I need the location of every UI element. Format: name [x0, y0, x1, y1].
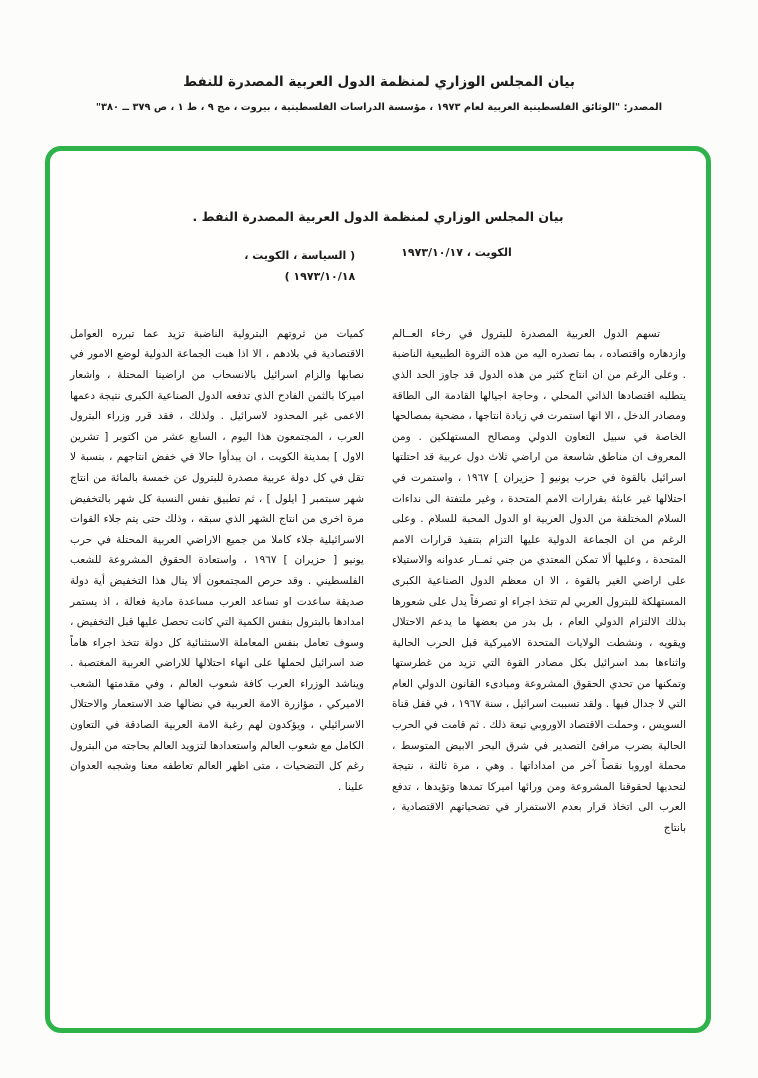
- page-header: [0, 0, 758, 113]
- column-right: تسهم الدول العربية المصدرة للبترول في رخاء العــالم وازدهاره واقتصاده ، بما تصدره اليه من هذه الثروة الطبيعية الناضبة . وعلى الرغم من ان انتاج كثير من هذه الدول قد جاوز الحد الذي يتطلبه اقتصادها الذاتي المحلي ، وحاجة اجيالها القادمة الى الطاقة ومصادر الدخل ، الا انها استمرت في زيادة انتاجها ، مضحية بمصالحها الخاصة في سبيل التعاون الدولي ومصالح المستهلكين . ومن المعروف ان مناطق شاسعة من اراضي ثلاث دول عربية قد احتلتها اسرائيل بالقوة في حرب يونيو [ حزيران ] ١٩٦٧ ، واستمرت في احتلالها غير عابئة بقرارات الامم المتحدة ، وغير ملتفتة الى نداءات السلام المختلفة من الدول العربية او الدول المحبة للسلام . وعلى الرغم من ان الجماعة الدولية عليها التزام بتنفيذ قرارات الامم المتحدة ، وعليها ألا تمكن المعتدي من جني ثمــار عدوانه والاستيلاء على اراضي الغير بالقوة ، الا ان معظم الدول الصناعية الكبرى المستهلكة للبترول العربي لم تتخذ اجراء او تصرفاً يدل على شعورها بذلك الالتزام الدولي العام ، بل بدر من بعضها ما يدعم الاحتلال ويقويه ، ونشطت الولايات المتحدة الاميركية قبل الحرب الحالية واثناءها بمد اسرائيل بكل مصادر القوة التي تزيد من غطرستها وتمكنها من تحدي الحقوق المشروعة ومبادىء القانون الدولي العام التي لا جدال فيها . ولقد تسببت اسرائيل ، سنة ١٩٦٧ ، في قفل قناة السويس ، وحملت الاقتصاد الاوروبي تبعة ذلك . ثم قامت في الحرب الحالية بضرب مرافئ التصدير في شرق البحر الابيض المتوسط ، محملة اوروبا نقصاً آخر من امداداتها . وهي ، مرة ثالثة ، نتيجة لتحديها لحقوقنا المشروعة ومن ورائها اميركا تمدها وتؤيدها ، تدفع العرب الى اتخاذ قرار بعدم الاستمرار في تضحياتهم الاقتصادية ، بانتاج: [392, 327, 686, 835]
- page-title: بيان المجلس الوزاري لمنظمة الدول العربية المصدرة للنفط: [183, 74, 575, 90]
- dateline: [70, 246, 686, 288]
- document-frame: [45, 146, 711, 1033]
- source-line: المصدر: "الوثائق الفلسطينية العربية لعام ١٩٧٣ ، مؤسسة الدراسات الفلسطينية ، بيروت ، مج ٩ ، ط ١ ، ص ٣٧٩ ــ ٣٨٠": [95, 102, 663, 113]
- publication-line-1: ( السياسة ، الكويت ،: [244, 249, 356, 262]
- publication-line-2: ١٩٧٣/١٠/١٨ ): [284, 269, 356, 283]
- dateline-publication: [244, 246, 355, 288]
- dateline-place-date: الكويت ، ١٩٧٣/١٠/١٧: [401, 246, 512, 259]
- document-body: [50, 151, 706, 1028]
- column-left: كميات من ثروتهم البترولية الناضبة تزيد عما تبرره العوامل الاقتصادية في بلادهم ، الا اذا هبت الجماعة الدولية لوضع الامور في نصابها والزام اسرائيل بالانسحاب من اراضينا المحتلة ، واشعار اميركا بالثمن الفادح الذي تدفعه الدول الصناعية الكبرى نتيجة دعمها الاعمى غير المحدود لاسرائيل . ولذلك ، فقد قرر وزراء البترول العرب ، المجتمعون هذا اليوم ، السابع عشر من اكتوبر [ تشرين الاول ] بمدينة الكويت ، ان يبدأوا حالا في خفض انتاجهم ، بنسبة لا تقل في كل دولة عربية مصدرة للبترول عن خمسة بالمائة من انتاج شهر سبتمبر [ ايلول ] ، ثم تطبيق نفس النسبة كل شهر بالتخفيض مرة اخرى من انتاج الشهر الذي سبقه ، وذلك حتى يتم جلاء القوات الاسرائيلية جلاء كاملا من جميع الاراضي العربية المحتلة في حرب يونيو [ حزيران ] ١٩٦٧ ، واستعادة الحقوق المشروعة للشعب الفلسطيني . وقد حرص المجتمعون ألا ينال هذا التخفيض أية دولة صديقة ساعدت او تساعد العرب مساعدة مادية فعالة ، اذ يستمر امدادها بالبترول بنفس الكمية التي كانت تحصل عليها قبل التخفيض ، وسوف تعامل بنفس المعاملة الاستثنائية كل دولة تتخذ اجراء هاماً ضد اسرائيل لحملها على انهاء احتلالها للاراضي العربية المغتصبة . ويناشد الوزراء العرب كافة شعوب العالم ، وفي مقدمتها الشعب الاميركي ، مؤازرة الامة العربية في نضالها ضد الاستعمار والاحتلال الاسرائيلي ، ويؤكدون لهم رغبة الامة العربية الصادقة في التعاون الكامل مع شعوب العالم واستعدادها لتزويد العالم بحاجته من البترول رغم كل التضحيات ، متى اظهر العالم تعاطفه معنا وشجبه العدوان علينا .: [70, 327, 364, 793]
- document-title: بيان المجلس الوزاري لمنظمة الدول العربية المصدرة النفط .: [192, 209, 564, 224]
- text-columns: [70, 324, 686, 839]
